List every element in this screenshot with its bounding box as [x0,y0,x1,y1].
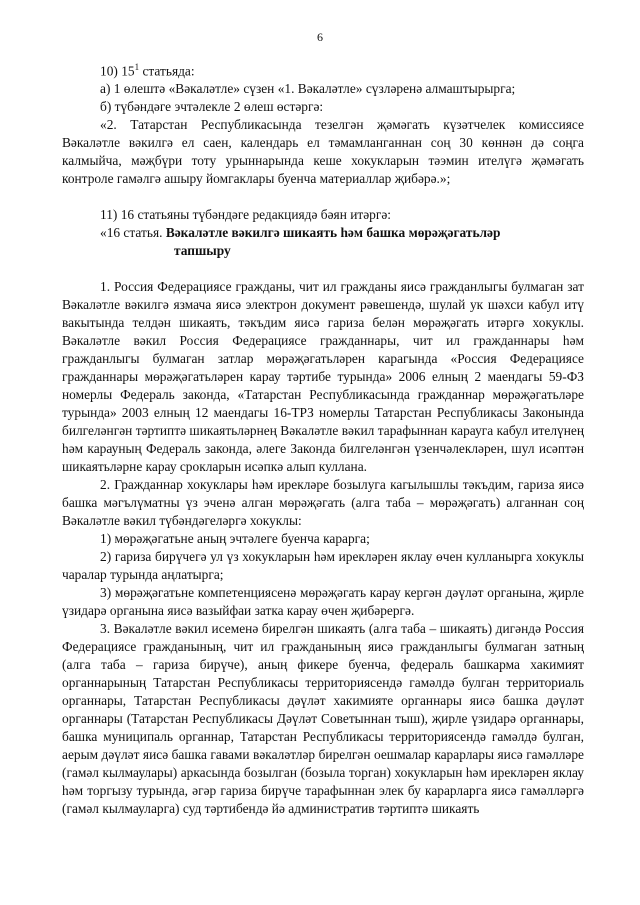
article-16-paragraph-2-item-3: 3) мөрәҗәгатьне компетенциясенә мөрәҗәгать карау кергән дәүләт органына, җирле үзидарә органына яисә вазыйфаи затка карау өчен җибәрергә. [62,585,584,619]
section-10-header-suffix: статьяда: [139,63,195,79]
spacer [62,188,584,206]
section-10-item-a: а) 1 өлештә «Вәкаләтле» сүзен «1. Вәкаләтле» сүзләренә алмаштырырга; [100,81,516,97]
article-16-paragraph-3: 3. Вәкаләтле вәкил исеменә бирелгән шикаять (алга таба – шикаять) дигәндә Россия Федерациясе гражданының, чит ил гражданының яисә гражданлыгы булмаган затның (алга таба – гариза бирүче), аның фикере буенча, федераль башкарма хакимият органнарының Татарстан Республикасы территориясендә гамәлдә булган территориаль органнары, Татарстан Республикасы дәүләт хакимияте органнары яисә башка дәүләт органнары (Татарстан Республикасы Дәүләт Советыннан тыш), җирле үзидарә органнары, башка муниципаль органнар, Татарстан Республикасы территориясендә гамәлдә булган, аерым дәүләт яисә башка гавами вәкаләтләр бирелгән оешмалар карарлары яисә гамәлләре (гамәл кылмаулары) аркасында бозылган (бозыла торган) хокукларын һәм ирекләрен яклау һәм торгызу турында, әгәр гариза бирүче тарафыннан элек бу карарларга яисә гамәлләргә (гамәл кылмауларга) суд тәртибендә йә административ тәртиптә шикаять [62,621,584,817]
article-16-paragraph-2: 2. Гражданнар хокуклары һәм ирекләре бозылуга кагылышлы тәкъдим, гариза яисә башка мәгълүматны үз эченә алган мөрәҗәгать (алга таба – мөрәҗәгать) алганнан соң Вәкаләтле вәкил түбәндәгеләргә хокуклы: [62,477,584,529]
article-16-paragraph-1: 1. Россия Федерациясе гражданы, чит ил гражданы яисә гражданлыгы булмаган зат Вәкаләтле вәкилгә язмача яисә электрон документ рәвешендә, шулай ук шәхси кабул итү вакытында телдән шикаять, тәкъдим яисә гариза белән мөрәҗәгать итәргә хокуклы. Вәкаләтле вәкил Россия Федерациясе гражданнары, чит ил гражданнары һәм гражданлыгы булмаган затлар мөрәҗәгатьләрен карагында «Россия Федерациясе гражданнары мөрәҗәгатьләрен карау тәртибе турында» 2006 елның 2 маендагы 59-ФЗ номерлы Федераль законда, «Татарстан Республикасында гражданнар мөрәҗәгатьләре турында» 2003 елның 12 маендагы 16-ТРЗ номерлы Татарстан Республикасы Законында билгеләнгән тәртиптә шикаятьләрнең Вәкаләтле вәкил тарафыннан карауга кабул ителүнең һәм карауның Федераль законда, әлеге Законда билгеләнгән үзенчәлекләрен, шул исәптән шикаятьләрне карау срокларын исәпкә алып куллана. [62,279,584,475]
article-16-paragraph-2-item-2: 2) гариза бирүчегә ул үз хокукларын һәм ирекләрен яклау өчен кулланырга хокуклы чаралар турында аңлатырга; [62,549,584,583]
article-16-title-bold: Вәкаләтле вәкилгә шикаять һәм башка мөрәҗәгатьләр [165,225,501,241]
page-number: 6 [317,30,323,44]
article-16-title-prefix: «16 статья. [100,225,166,241]
document-body [62,58,584,818]
spacer [62,260,584,278]
article-16-paragraph-2-item-1: 1) мөрәҗәгатьне аның эчтәлеге буенча карарга; [100,531,370,547]
section-10-item-b: б) түбәндәге эчтәлекле 2 өлеш өстәргә: [100,99,324,115]
section-10-header-sup: 1 [134,62,140,72]
section-10-header-text: 10) 15 [100,63,135,79]
section-11-header: 11) 16 статьяны түбәндәге редакциядә бәян итәргә: [100,207,392,223]
article-16-title-continuation: тапшыру [174,243,231,259]
article-16-title [62,224,584,242]
section-10-header [62,58,584,80]
section-10-paragraph-2: «2. Татарстан Республикасында тезелгән җәмәгать күзәтчелек комиссиясе Вәкаләтле вәкилгә ел саен, календарь ел тәмамланганнан соң 30 көннән дә соңга калмыйча, мәҗбүри тоту урыннарында кеше хокукларын тәэмин ителүгә җәмәгать контроле гамәлгә ашыру йомгаклары буенча материаллар җибәрә.»; [62,117,584,187]
